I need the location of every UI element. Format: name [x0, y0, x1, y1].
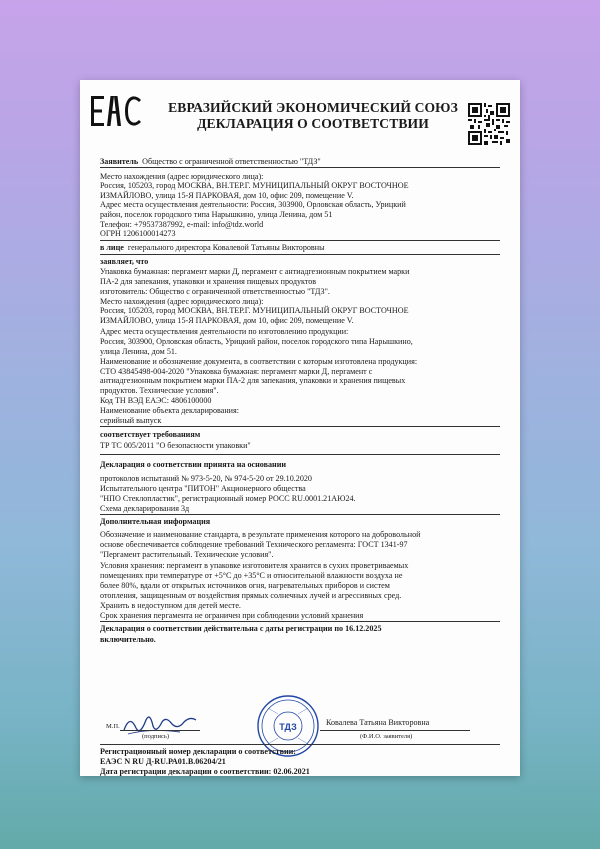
- title-line-2: ДЕКЛАРАЦИЯ О СООТВЕТСТВИИ: [197, 116, 429, 131]
- additional-line-1: Обозначение и наименование стандарта, в результате применения которого на добровольной: [100, 530, 421, 539]
- validity-line-1: Декларация о соответствии действительна с даты регистрации по 16.12.2025: [100, 624, 382, 633]
- qr-code: [468, 103, 510, 145]
- maker-activity-1: Россия, 303900, Орловская область, Урицкий район, поселок городского типа Нарышкино,: [100, 337, 413, 346]
- additional-line-7: отопления, защищенным от воздействия прямых солнечных лучей и агрессивных сред.: [100, 591, 402, 600]
- doc-line-1: Наименование и обозначение документа, в соответствии с которым изготовлена продукция:: [100, 357, 418, 366]
- maker-activity-2: улица Ленина, дом 51.: [100, 347, 177, 356]
- additional-line-8: Хранить в недоступном для детей месте.: [100, 601, 241, 610]
- declares-label: заявляет, что: [100, 257, 149, 266]
- divider: [100, 514, 500, 515]
- mp-label: М.П.: [106, 723, 120, 730]
- doc-line-4: продуктов. Технические условия".: [100, 386, 219, 395]
- applicant-name: Общество с ограниченной ответственностью "ТДЗ": [142, 157, 321, 166]
- maker-activity-label: Адрес места осуществления деятельности по изготовлению продукции:: [100, 327, 349, 336]
- name-caption: (Ф.И.О. заявителя): [360, 733, 413, 740]
- basis-line-4: Схема декларирования 3д: [100, 504, 190, 513]
- declaration-document: [80, 80, 520, 776]
- maker-line: изготовитель: Общество с ограниченной ответственностью "ТДЗ".: [100, 287, 330, 296]
- object-value: серийный выпуск: [100, 416, 162, 425]
- stamp-text: ТДЗ: [279, 722, 297, 732]
- additional-line-6: более 80%, вдали от открытых источников огня, нагревательных приборов и систем: [100, 581, 390, 590]
- person-row: [100, 243, 325, 252]
- additional-line-5: помещениях при температуре от +5°С до +35°С и относительной влажности воздуха не: [100, 571, 403, 580]
- divider: [100, 621, 500, 622]
- signer-name: Ковалева Татьяна Викторовна: [326, 718, 430, 727]
- divider: [100, 744, 500, 745]
- applicant-label: Заявитель: [100, 157, 139, 166]
- applicant-address-1: Россия, 105203, город МОСКВА, ВН.ТЕР.Г. МУНИЦИПАЛЬНЫЙ ОКРУГ ВОСТОЧНОЕ: [100, 181, 409, 190]
- product-line-2: ПА-2 для запекания, упаковки и хранения пищевых продуктов: [100, 277, 317, 286]
- signature-caption: (подпись): [142, 733, 169, 740]
- doc-line-2: СТО 43845498-004-2020 "Упаковка бумажная: пергамент марки Д, пергамент с: [100, 367, 373, 376]
- applicant-activity-2: район, поселок городского типа Нарышкино, улица Ленина, дом 51: [100, 210, 333, 219]
- conformity-label: соответствует требованиям: [100, 430, 201, 439]
- additional-line-9: Срок хранения пергамента не ограничен при соблюдении условий хранения: [100, 611, 364, 620]
- applicant-row: [100, 157, 321, 166]
- divider: [100, 454, 500, 455]
- maker-address-1: Россия, 105203, город МОСКВА, ВН.ТЕР.Г. МУНИЦИПАЛЬНЫЙ ОКРУГ ВОСТОЧНОЕ: [100, 306, 409, 315]
- divider: [100, 426, 500, 427]
- registration-label: Регистрационный номер декларации о соответствии:: [100, 747, 297, 756]
- additional-label: Дополнительная информация: [100, 517, 211, 526]
- document-header: [80, 80, 520, 140]
- code-line: Код ТН ВЭД ЕАЭС: 4806100000: [100, 396, 212, 405]
- maker-address-2: ИЗМАЙЛОВО, улица 15-Я ПАРКОВАЯ, дом 10, офис 209, помещение V.: [100, 316, 354, 325]
- name-line: [320, 730, 470, 731]
- additional-line-3: "Пергамент растительный. Технические условия".: [100, 550, 274, 559]
- applicant-phone: Телефон: +79537387992, e-mail: info@tdz.world: [100, 220, 264, 229]
- basis-line-2: Испытательного центра "ПИТОН" Акционерного общества: [100, 484, 306, 493]
- document-title: [154, 100, 472, 132]
- basis-label: Декларация о соответствии принята на основании: [100, 460, 287, 469]
- person-label: в лице: [100, 243, 124, 252]
- basis-line-3: "НПО Стеклопластик", регистрационный номер РОСС RU.0001.21АЮ24.: [100, 494, 356, 503]
- product-line-1: Упаковка бумажная: пергамент марки Д, пергамент с антиадгезионным покрытием марки: [100, 267, 410, 276]
- divider: [100, 240, 500, 241]
- basis-line-1: протоколов испытаний № 973-5-20, № 974-5-20 от 29.10.2020: [100, 474, 312, 483]
- validity-line-2: включительно.: [100, 635, 156, 644]
- object-label: Наименование объекта декларирования:: [100, 406, 239, 415]
- person-value: генерального директора Ковалевой Татьяны Викторовны: [127, 243, 325, 252]
- doc-line-3: антиадгезионным покрытием марки ПА-2 для запекания, упаковки и хранения пищевых: [100, 376, 406, 385]
- applicant-address-2: ИЗМАЙЛОВО, улица 15-Я ПАРКОВАЯ, дом 10, офис 209, помещение V.: [100, 191, 354, 200]
- applicant-ogrn: ОГРН 1206100014273: [100, 229, 176, 238]
- divider: [100, 167, 500, 168]
- applicant-address-label: Место нахождения (адрес юридического лица):: [100, 172, 264, 181]
- title-line-1: ЕВРАЗИЙСКИЙ ЭКОНОМИЧЕСКИЙ СОЮЗ: [168, 100, 458, 115]
- registration-number: ЕАЭС N RU Д-RU.РА01.В.06204/21: [100, 757, 226, 766]
- additional-line-2: основе обеспечивается соблюдение требований Технического регламента: ГОСТ 1341-97: [100, 540, 408, 549]
- eac-logo: [90, 94, 144, 128]
- registration-date: Дата регистрации декларации о соответствии: 02.06.2021: [100, 767, 310, 776]
- divider: [100, 254, 500, 255]
- conformity-value: ТР ТС 005/2011 "О безопасности упаковки": [100, 441, 251, 450]
- additional-line-4: Условия хранения: пергамент в упаковке изготовителя хранится в сухих проветриваемых: [100, 561, 409, 570]
- maker-address-label: Место нахождения (адрес юридического лица):: [100, 297, 264, 306]
- signature-line: [120, 730, 200, 731]
- applicant-activity-1: Адрес места осуществления деятельности: Россия, 303900, Орловская область, Урицкий: [100, 200, 406, 209]
